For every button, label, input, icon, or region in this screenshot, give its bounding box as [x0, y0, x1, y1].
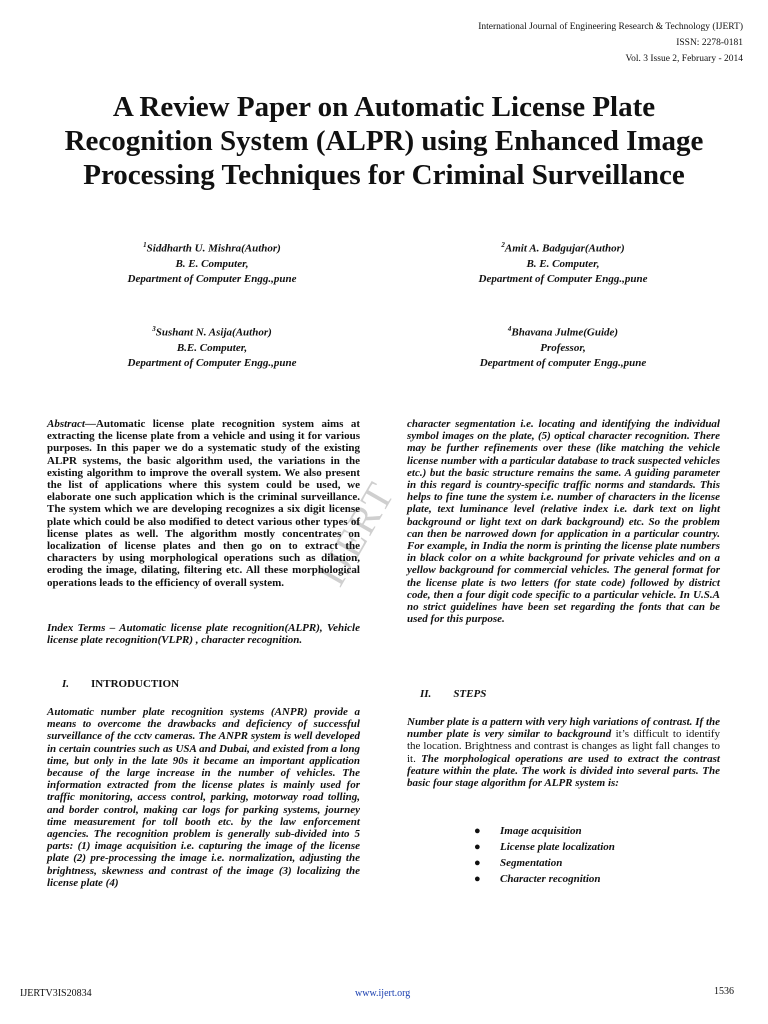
list-item [474, 823, 615, 839]
author-name: Amit A. Badgujar(Author) [504, 242, 625, 255]
author-degree: B. E. Computer, [526, 257, 600, 270]
author-sup: 4 [507, 325, 512, 333]
author-name: Siddharth U. Mishra(Author) [146, 242, 281, 255]
steps-list [474, 823, 615, 887]
steps-text-b: The morphological operations are used to extract the contrast feature within the plate. The work is divided into several parts. The basic four stage algorithm for ALPR system is: [407, 752, 720, 790]
abstract-text: Automatic license plate recognition system aims at extracting the license plate from a vehicle and using it for various purposes. In this paper we do a systematic study of the existing ALPR systems, the basic algorithm used, the variations in the existing algorithm to improve the overall system. We also present the list of applications where this system could be used, we elaborate one such application which is the criminal surveillance. The system which we are developing recognizes a six digit license plate which could be also modified to detect various other types of license plates as well. The algorithm mostly concentrates on localization of license plates and then go on to extract the characters by using morphological operations such as dilation, eroding the image, dilating, filtering etc. All these morphological operations leads to the efficiency of overall system. [47, 418, 360, 589]
author-degree: Professor, [540, 341, 586, 354]
abstract-label: Abstract [47, 418, 85, 430]
author-block-1 [62, 238, 362, 287]
author-dept: Department of Computer Engg.,pune [127, 272, 297, 285]
section-number: I. [62, 678, 70, 690]
footer-page-number: 1536 [714, 986, 734, 997]
steps-text [407, 716, 720, 789]
paper-title: A Review Paper on Automatic License Plate Recognition System (ALPR) using Enhanced Image Processing Techniques for Criminal Surveillance [64, 91, 704, 191]
section-title: STEPS [453, 688, 487, 700]
footer-paper-id: IJERTV3IS20834 [20, 988, 92, 999]
section-number: II. [420, 688, 432, 700]
abstract [47, 418, 360, 589]
list-item [474, 871, 615, 887]
author-dept: Department of Computer Engg.,pune [478, 272, 648, 285]
author-sup: 1 [143, 241, 147, 249]
steps-text-a: Number plate is a pattern with very high variations of contrast. If the number plate is very similar to background [407, 716, 720, 741]
steps-text-plain: it’s difficult to identify the location. Brightness and contrast is changes as light fall changes to it. [407, 728, 720, 765]
author-dept: Department of Computer Engg.,pune [127, 356, 297, 369]
author-block-4 [413, 322, 713, 371]
journal-name: International Journal of Engineering Research & Technology (IJERT) [478, 22, 743, 32]
abstract-dash: — [84, 418, 96, 430]
bullet-icon: ● [474, 857, 481, 869]
journal-issn: ISSN: 2278-0181 [676, 38, 743, 48]
author-name: Sushant N. Asija(Author) [155, 326, 272, 339]
list-item-label: Character recognition [500, 873, 601, 885]
list-item [474, 855, 615, 871]
right-column-text: character segmentation i.e. locating and identifying the individual symbol images on the plate, (5) optical character recognition. There may be further refinements over these (like matching the vehicle license number with a particular database to track suspected vehicles etc.) but the basic structure remains the same. A guiding parameter in this regard is country-specific traffic norms and standards. This helps to fine tune the system i.e. number of characters in the license plate, text luminance level (relative index i.e. dark text on light background or light text on dark background) etc. So the problem can then be narrowed down for application in a particular country. For example, in India the norm is printing the license plate numbers in black color on a white background for private vehicles and on a yellow background for commercial vehicles. The general format for the license plate is two letters (for state code) followed by district code, then a four digit code specific to a particular vehicle. In U.S.A no strict guidelines have been set regarding the fonts that can be used for this purpose. [407, 418, 720, 626]
author-sup: 3 [152, 325, 156, 333]
list-item-label: Segmentation [500, 857, 563, 869]
section-heading-steps [420, 688, 486, 700]
author-degree: B. E. Computer, [175, 257, 249, 270]
author-sup: 2 [501, 241, 505, 249]
author-dept: Department of computer Engg.,pune [479, 356, 647, 369]
section-title: INTRODUCTION [91, 678, 180, 690]
list-item-label: Image acquisition [500, 825, 582, 837]
watermark: IJERT [308, 473, 404, 594]
introduction-text: Automatic number plate recognition systems (ANPR) provide a means to overcome the drawbacks and deficiency of successful surveillance of the cctv cameras. The ANPR system is well developed in certain countries such as USA and Dubai, and existed from a long time, but only in the late 90s it became an important application because of the large increase in the number of vehicles. The information extracted from the license plates is mainly used for traffic monitoring, access control, parking, motorway road tolling, and border control, making car logs for parking systems, journey time measurement for toll booth etc. by the law enforcement agencies. The recognition problem is generally sub-divided into 5 parts: (1) image acquisition i.e. capturing the image of the license plate (2) pre-processing the image i.e. normalization, adjusting the brightness, skewness and contrast of the image (3) localizing the license plate (4) [47, 706, 360, 889]
author-name: Bhavana Julme(Guide) [511, 326, 619, 339]
list-item-label: License plate localization [500, 841, 615, 853]
index-terms: Index Terms – Automatic license plate recognition(ALPR), Vehicle license plate recognition(VLPR) , character recognition. [47, 622, 360, 647]
bullet-icon: ● [474, 825, 481, 837]
footer-website-link[interactable]: www.ijert.org [355, 988, 411, 999]
author-block-2 [413, 238, 713, 287]
section-heading-introduction [62, 678, 179, 690]
list-item [474, 839, 615, 855]
author-degree: B.E. Computer, [176, 341, 248, 354]
author-block-3 [62, 322, 362, 371]
bullet-icon: ● [474, 841, 481, 853]
journal-volume: Vol. 3 Issue 2, February - 2014 [625, 54, 743, 64]
bullet-icon: ● [474, 873, 481, 885]
